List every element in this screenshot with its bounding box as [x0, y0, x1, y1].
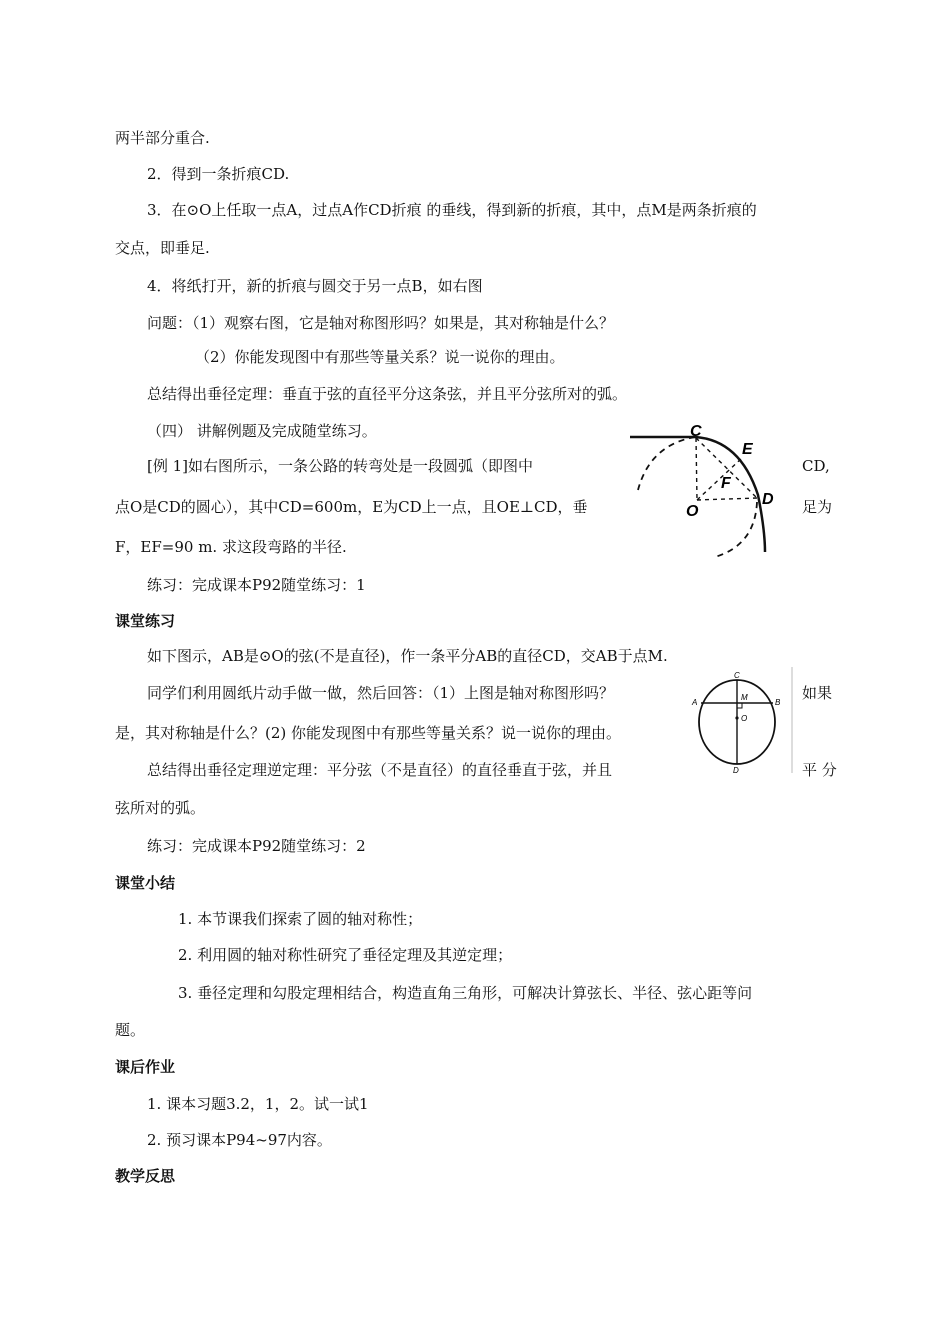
- list-item: 2. 预习课本P94~97内容。: [147, 1131, 332, 1149]
- section-heading: 课堂练习: [115, 612, 176, 630]
- text-line: 弦所对的弧。: [115, 799, 206, 817]
- label-c: C: [734, 671, 740, 680]
- text-line: F，EF=90 m. 求这段弯路的半径.: [115, 538, 347, 556]
- label-a: A: [692, 698, 698, 707]
- text-line: 4．将纸打开，新的折痕与圆交于另一点B，如右图: [147, 277, 483, 295]
- circle-chord-figure: [690, 665, 800, 775]
- text-line: 3．在⊙O上任取一点A，过点A作CD折痕 的垂线，得到新的折痕，其中，点M是两条折痕的: [147, 201, 757, 219]
- road-arc-figure: [620, 420, 790, 570]
- text-line: [例 1]如右图所示，一条公路的转弯处是一段圆弧（即图中: [147, 457, 534, 475]
- label-d: D: [762, 491, 774, 508]
- text-line: 两半部分重合.: [115, 129, 210, 147]
- text-line: 练习：完成课本P92随堂练习：1: [147, 576, 366, 594]
- list-item: 3. 垂径定理和勾股定理相结合，构造直角三角形，可解决计算弦长、半径、弦心距等问: [178, 984, 753, 1002]
- text-line: 练习：完成课本P92随堂练习：2: [147, 837, 366, 855]
- text-line: 平 分: [802, 761, 837, 779]
- text-line: 题。: [115, 1021, 146, 1039]
- text-line: 交点，即垂足.: [115, 239, 210, 257]
- label-m: M: [741, 693, 748, 702]
- label-c: C: [690, 423, 702, 440]
- text-line: 足为: [802, 498, 833, 516]
- text-line: 如果: [802, 684, 833, 702]
- list-item: 1. 课本习题3.2，1，2。试一试1: [147, 1095, 369, 1113]
- text-line: 问题：（1）观察右图，它是轴对称图形吗？如果是，其对称轴是什么？: [147, 314, 615, 332]
- text-line: 点O是CD的圆心），其中CD=600m，E为CD上一点，且OE⊥CD，垂: [115, 498, 588, 516]
- section-heading: 课堂小结: [115, 874, 176, 892]
- text-line: 2．得到一条折痕CD.: [147, 165, 290, 183]
- list-item: 2. 利用圆的轴对称性研究了垂径定理及其逆定理；: [178, 946, 513, 964]
- text-line: CD,: [802, 457, 830, 475]
- text-line: 如下图示，AB是⊙O的弦(不是直径)，作一条平分AB的直径CD，交AB于点M.: [147, 647, 668, 665]
- text-line: 同学们利用圆纸片动手做一做，然后回答：（1）上图是轴对称图形吗？: [147, 684, 615, 702]
- text-line: 总结得出垂径定理：垂直于弦的直径平分这条弦，并且平分弦所对的弧。: [147, 385, 628, 403]
- label-o: O: [686, 503, 699, 520]
- text-line: 是，其对称轴是什么？(2) 你能发现图中有那些等量关系？说一说你的理由。: [115, 724, 622, 742]
- label-b: B: [775, 698, 781, 707]
- label-e: E: [742, 441, 753, 458]
- label-o: O: [741, 714, 748, 723]
- section-heading: 课后作业: [115, 1058, 176, 1076]
- text-line: 总结得出垂径定理逆定理：平分弦（不是直径）的直径垂直于弦，并且: [147, 761, 613, 779]
- text-line: （四） 讲解例题及完成随堂练习。: [147, 422, 377, 440]
- text-line: （2）你能发现图中有那些等量关系？说一说你的理由。: [195, 348, 565, 366]
- list-item: 1. 本节课我们探索了圆的轴对称性；: [178, 910, 423, 928]
- label-d: D: [733, 766, 739, 775]
- label-f: F: [721, 475, 731, 492]
- section-heading: 教学反思: [115, 1167, 176, 1185]
